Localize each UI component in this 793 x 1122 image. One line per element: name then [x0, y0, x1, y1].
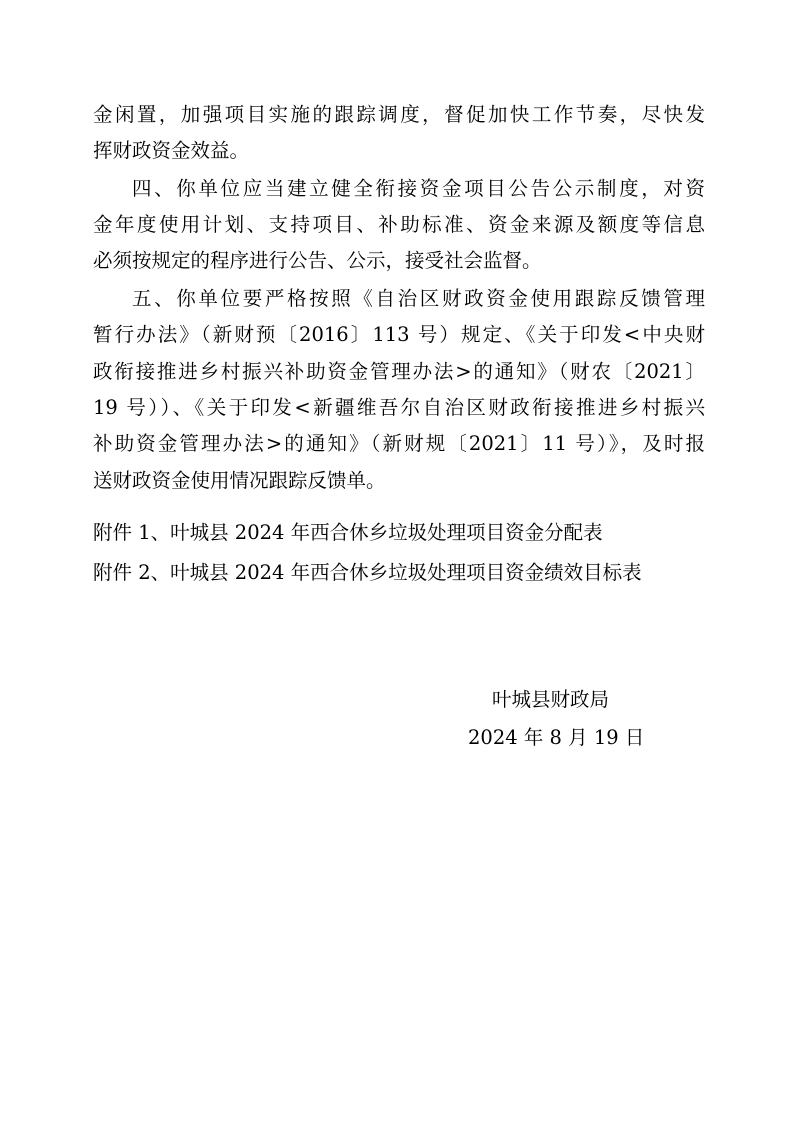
body-line: 送财政资金使用情况跟踪反馈单。	[93, 469, 386, 492]
body-line: 挥财政资金效益。	[93, 139, 250, 162]
body-line: 四、你单位应当建立健全衔接资金项目公告公示制度，对资	[132, 177, 705, 200]
attachment-item: 附件 1、叶城县 2024 年西合休乡垃圾处理项目资金分配表	[93, 521, 603, 544]
attachment-item: 附件 2、叶城县 2024 年西合休乡垃圾处理项目资金绩效目标表	[93, 561, 642, 584]
signature-date: 2024 年 8 月 19 日	[468, 726, 645, 749]
body-line: 五、你单位要严格按照《自治区财政资金使用跟踪反馈管理	[132, 287, 705, 310]
body-line: 必须按规定的程序进行公告、公示，接受社会监督。	[93, 249, 542, 272]
signature-org: 叶城县财政局	[492, 688, 610, 711]
body-line: 暂行办法》（新财预〔2016〕113 号）规定、《关于印发<中央财	[93, 323, 705, 346]
body-line: 金闲置，加强项目实施的跟踪调度，督促加快工作节奏，尽快发	[93, 103, 705, 126]
body-line: 政衔接推进乡村振兴补助资金管理办法>的通知》（财农〔2021〕	[93, 360, 705, 383]
body-line: 补助资金管理办法>的通知》（新财规〔2021〕11 号）》，及时报	[93, 432, 705, 455]
body-line: 金年度使用计划、支持项目、补助标准、资金来源及额度等信息	[93, 213, 705, 236]
body-line: 19 号））、《关于印发<新疆维吾尔自治区财政衔接推进乡村振兴	[93, 396, 705, 419]
